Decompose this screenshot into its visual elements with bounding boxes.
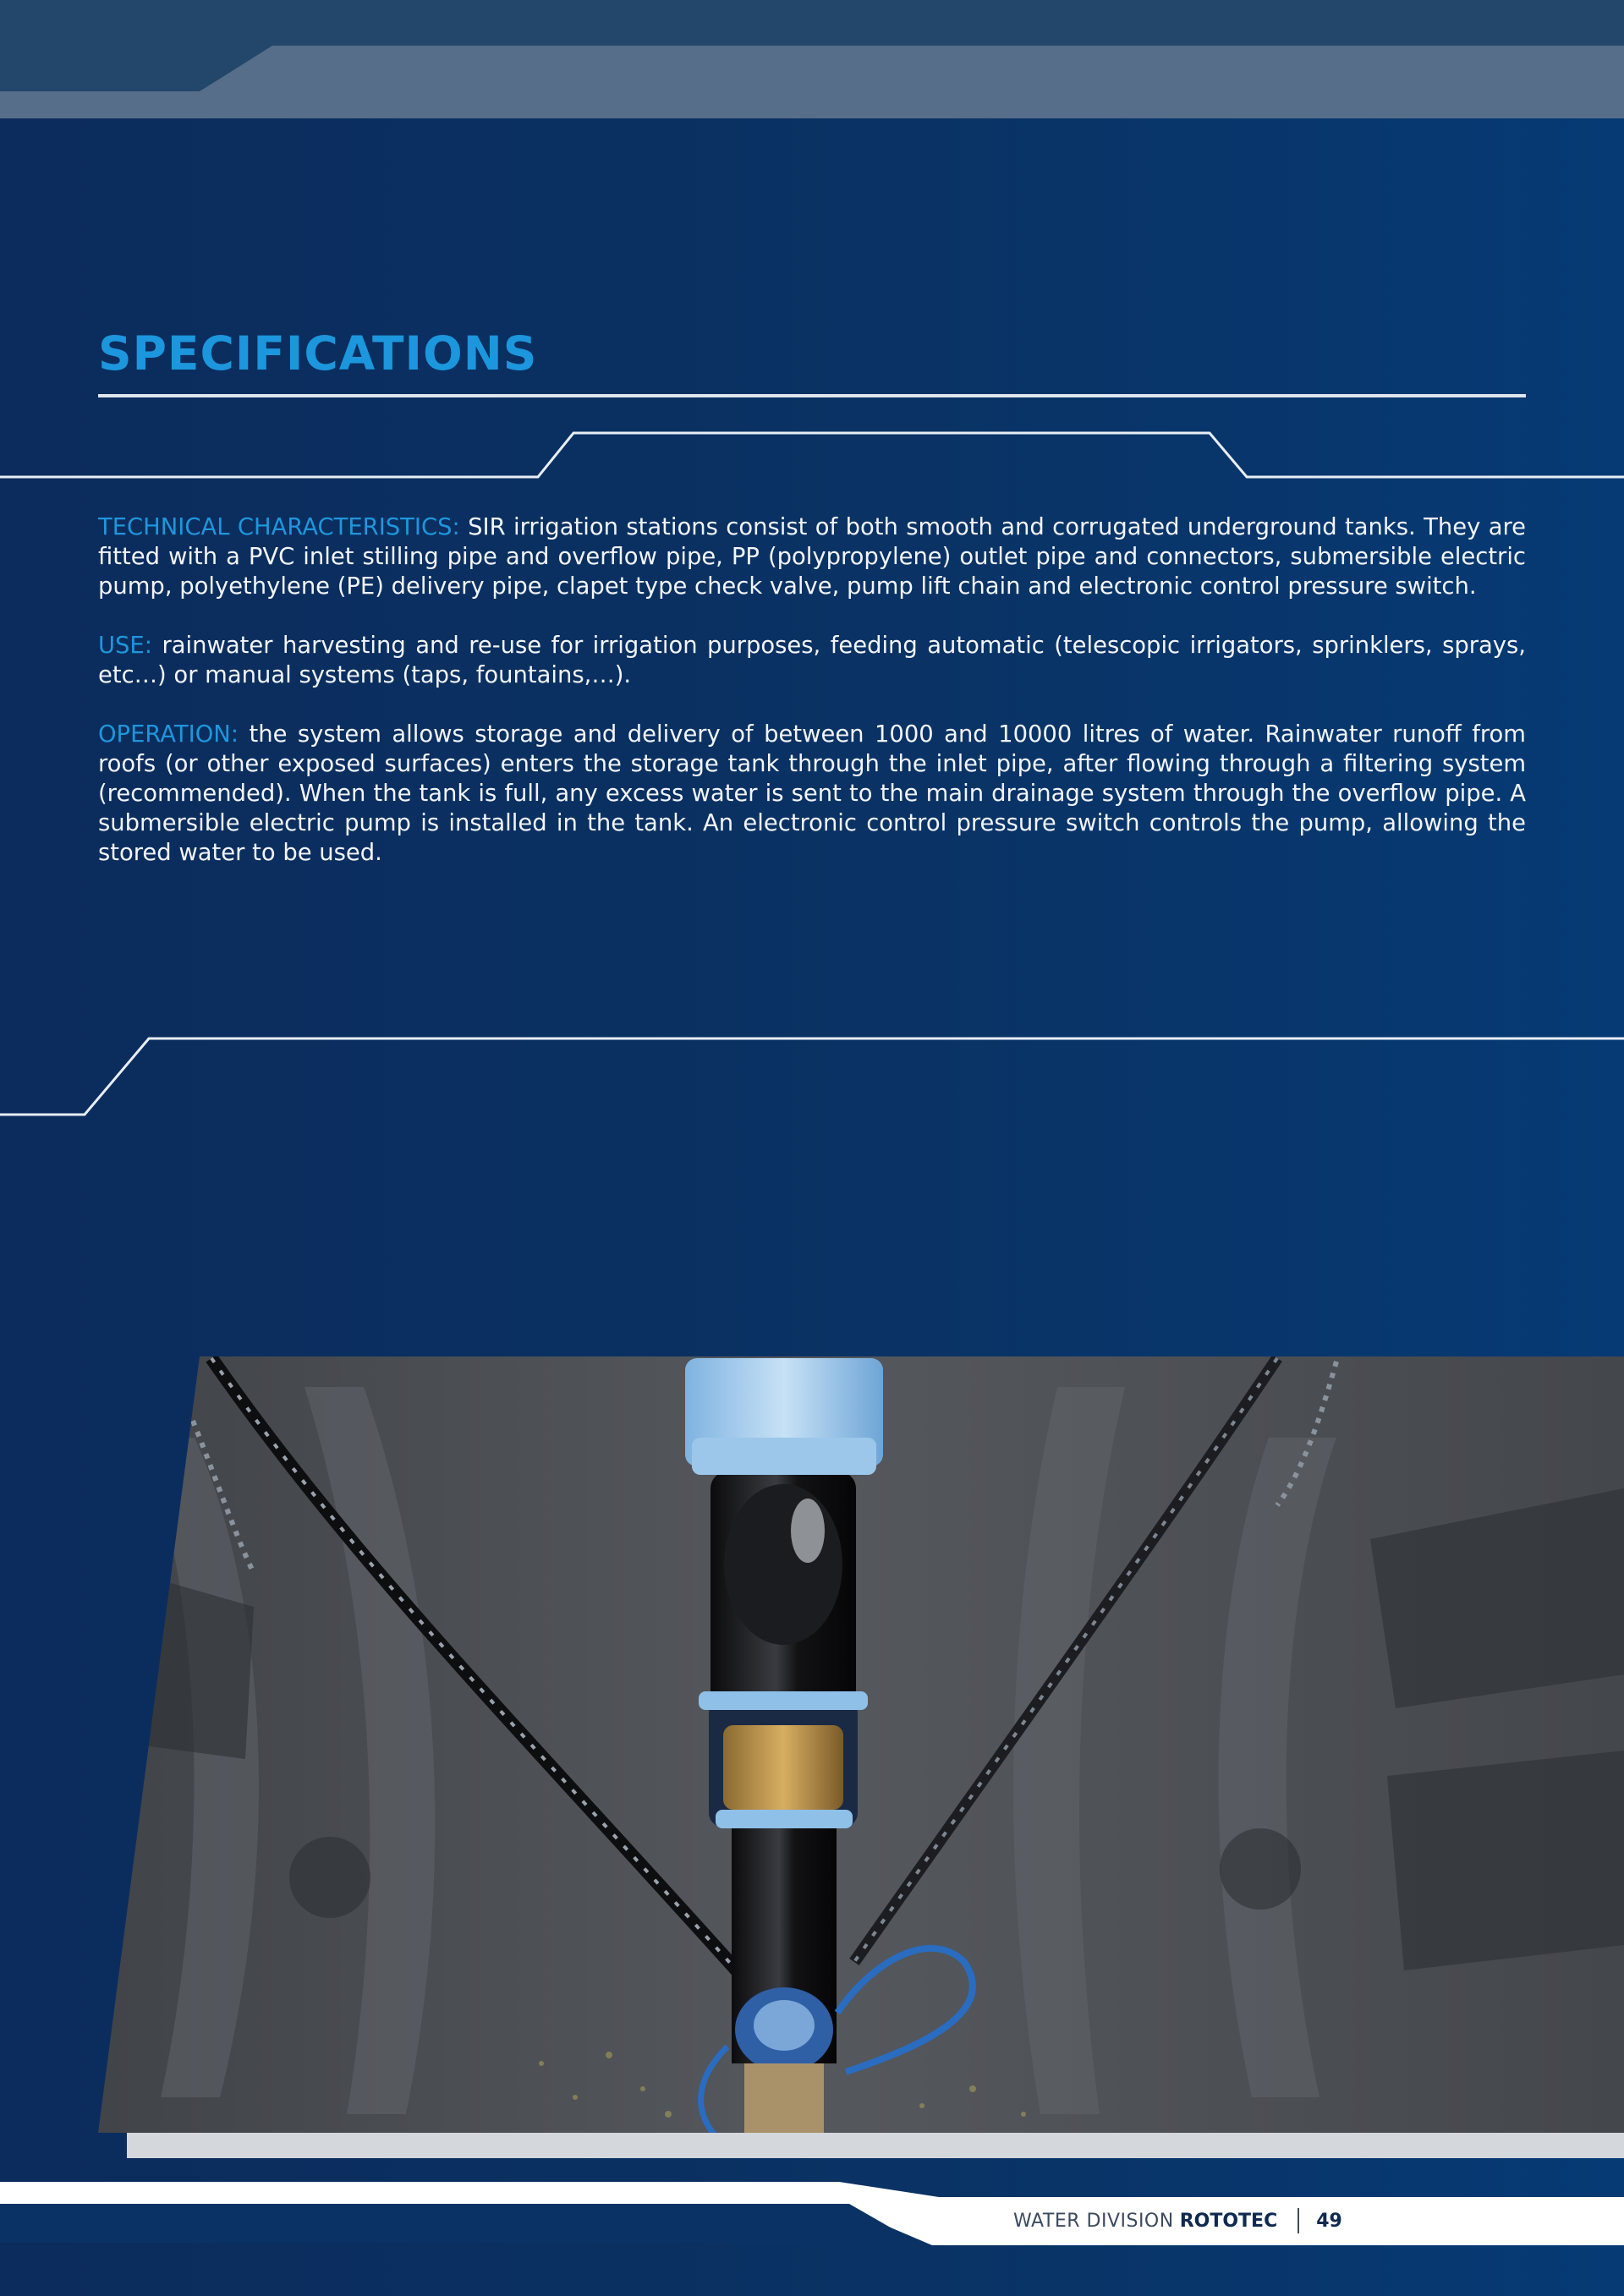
footer-band (0, 2173, 1624, 2296)
lower-bracket-line (0, 1038, 1624, 1115)
operation-paragraph (98, 720, 1526, 868)
use-paragraph (98, 631, 1526, 690)
footer-division: WATER DIVISION (1013, 2210, 1174, 2232)
technical-characteristics-label: TECHNICAL CHARACTERISTICS: (98, 514, 460, 540)
page-number: 49 (1316, 2210, 1342, 2232)
operation-label: OPERATION: (98, 721, 239, 748)
specifications-body (98, 512, 1526, 897)
photo-shadow-strip (127, 2133, 1624, 2158)
product-photo (0, 1353, 1624, 2165)
footer-brand: ROTOTEC (1179, 2210, 1278, 2232)
title-underline (98, 394, 1526, 397)
use-label: USE: (98, 633, 152, 659)
top-header-band (0, 0, 1624, 118)
footer (1013, 2206, 1342, 2236)
technical-characteristics-text: SIR irrigation stations consist of both smooth and corrugated underground tanks. They are fitted with a PVC inlet stilling pipe and overflow pipe, PP (polypropylene) outlet pipe and connectors, submersible electric pump, polyethylene (PE) delivery pipe, clapet type check valve, pump lift chain and electronic control pressure switch. (98, 514, 1526, 600)
upper-bracket-line (0, 433, 1624, 477)
technical-characteristics-paragraph (98, 512, 1526, 601)
operation-text: the system allows storage and delivery of between 1000 and 10000 litres of water. Rainwater runoff from roofs (or other exposed surfaces) enters the storage tank through the inlet pipe, after flowing through a filtering system (recommended). When the tank is full, any excess water is sent to the main drainage system through the overflow pipe. A submersible electric pump is installed in the tank. An electronic control pressure switch controls the pump, allowing the stored water to be used. (98, 721, 1526, 866)
footer-separator (1298, 2208, 1299, 2233)
page-title: SPECIFICATIONS (98, 326, 538, 381)
use-text: rainwater harvesting and re-use for irrigation purposes, feeding automatic (telescopic irrigators, sprinklers, sprays, etc…) or manual systems (taps, fountains,…). (98, 633, 1526, 688)
